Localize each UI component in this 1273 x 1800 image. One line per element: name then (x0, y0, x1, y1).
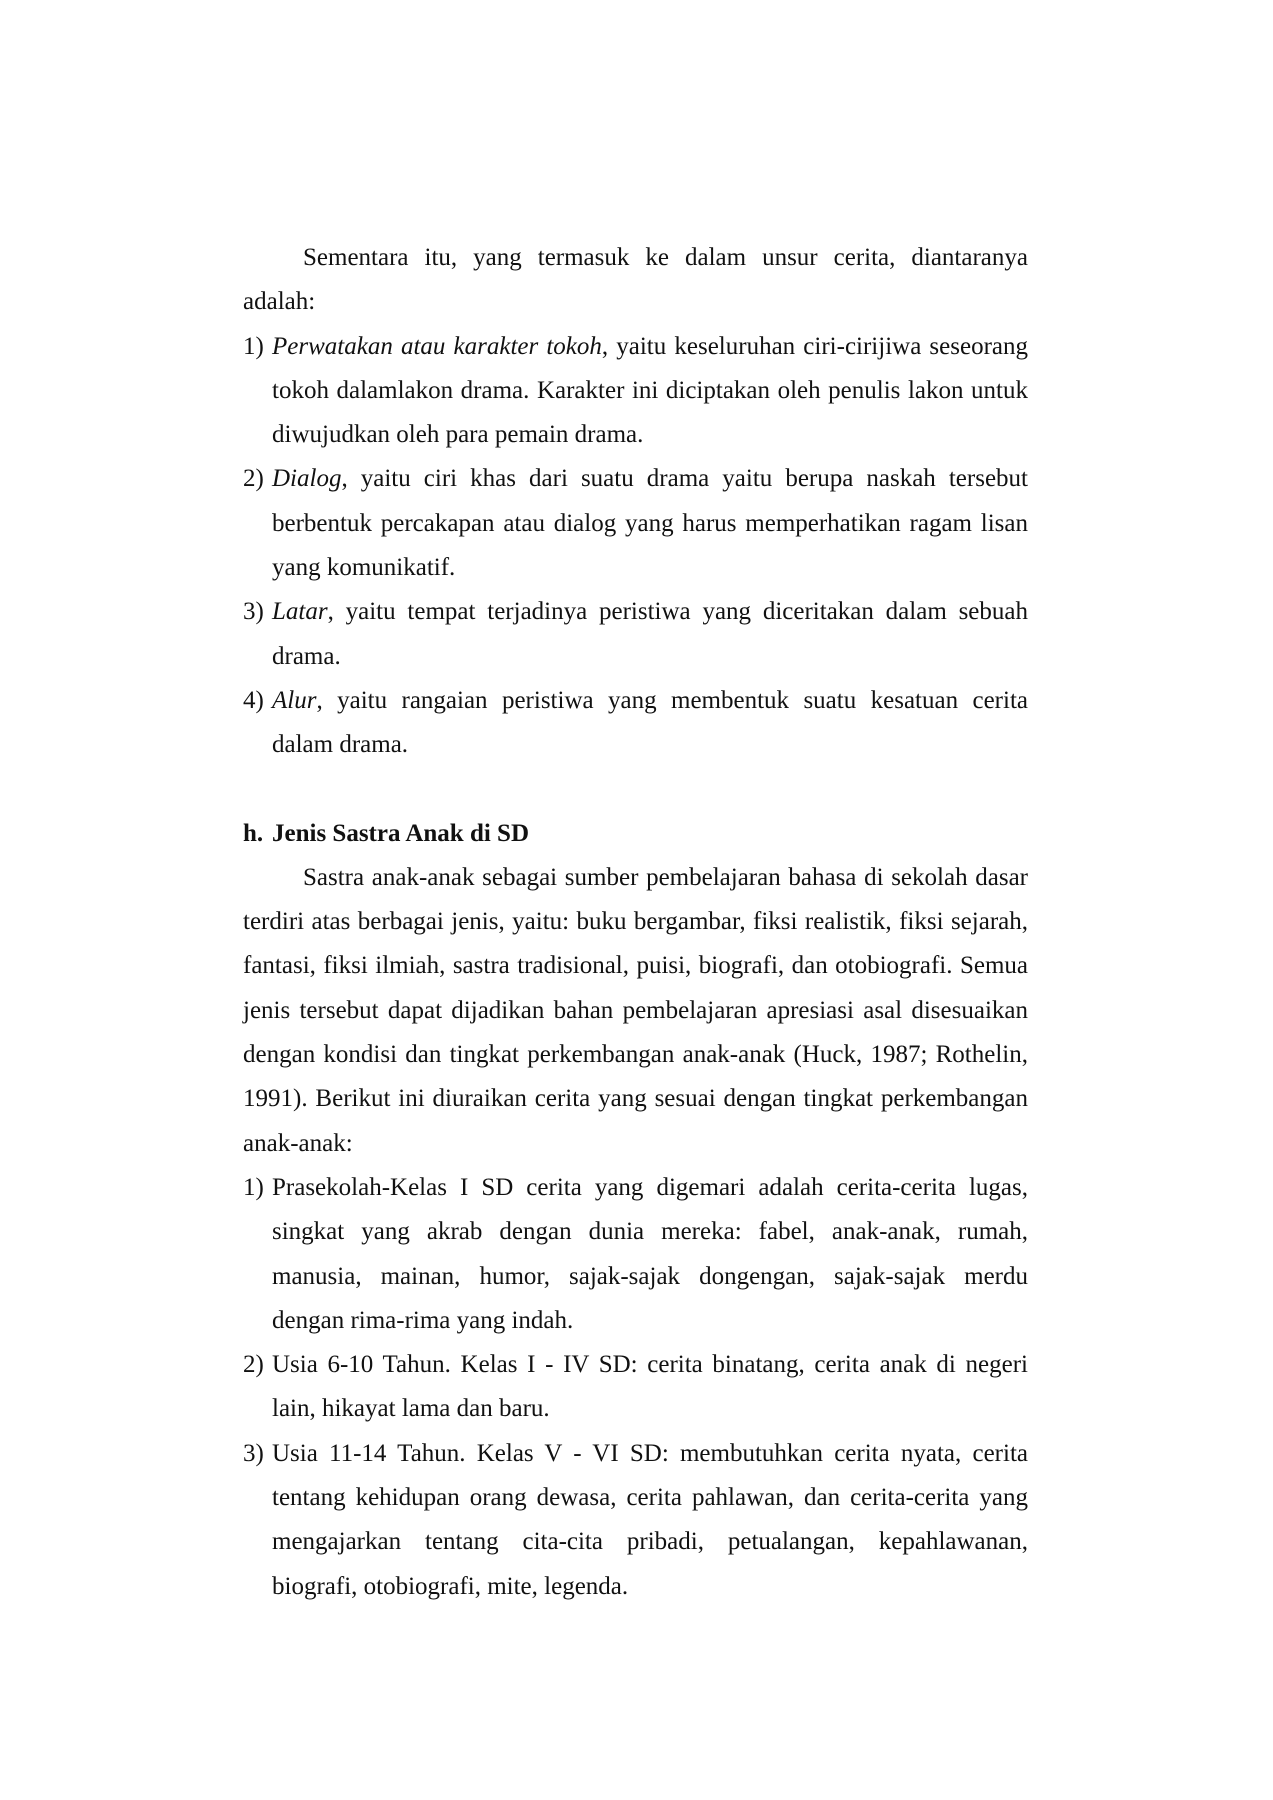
list-text: , yaitu rangaian peristiwa yang membentuk suatu kesatuan cerita dalam drama. (272, 686, 1028, 759)
list-item (243, 457, 1028, 590)
list-item (243, 325, 1028, 458)
list-number: 2) (243, 465, 264, 493)
list-number: 3) (243, 1439, 264, 1467)
list-item (243, 1166, 1028, 1343)
jenis-sastra-list (243, 1166, 1028, 1609)
list-text: , yaitu keseluruhan ciri-cirijiwa seseorang tokoh dalamlakon drama. Karakter ini diciptakan oleh penulis lakon untuk diwujudkan oleh para pemain drama. (272, 332, 1028, 449)
intro-paragraph: Sementara itu, yang termasuk ke dalam unsur cerita, diantaranya adalah: (243, 244, 1028, 316)
document-page (243, 236, 1028, 1609)
list-text: Usia 6-10 Tahun. Kelas I - IV SD: cerita binatang, cerita anak di negeri lain, hikayat lama dan baru. (272, 1351, 1028, 1423)
list-number: 4) (243, 686, 264, 714)
list-number: 3) (243, 598, 264, 626)
list-text: Usia 11-14 Tahun. Kelas V - VI SD: membutuhkan cerita nyata, cerita tentang kehidupan orang dewasa, cerita pahlawan, dan cerita-cerita yang mengajarkan tentang cita-cita pribadi, petualangan, kepahlawanan, biografi, otobiografi, mite, legenda. (272, 1439, 1028, 1600)
list-item (243, 590, 1028, 679)
list-item (243, 1343, 1028, 1432)
list-term: Alur (272, 686, 317, 714)
section-heading (243, 812, 1028, 856)
section-number: h. (243, 819, 264, 847)
list-number: 1) (243, 1173, 264, 1201)
list-term: Dialog (272, 465, 342, 493)
list-item (243, 1432, 1028, 1609)
section-paragraph: Sastra anak-anak sebagai sumber pembelajaran bahasa di sekolah dasar terdiri atas berbagai jenis, yaitu: buku bergambar, fiksi realistik, fiksi sejarah, fantasi, fiksi ilmiah, sastra tradisional, puisi, biografi, dan otobiografi. Semua jenis tersebut dapat dijadikan bahan pembelajaran apresiasi asal disesuaikan dengan kondisi dan tingkat perkembangan anak-anak (Huck, 1987; Rothelin, 1991). Berikut ini diuraikan cerita yang sesuai dengan tingkat perkembangan anak-anak: (243, 863, 1028, 1157)
unsur-cerita-list (243, 325, 1028, 768)
section-title: Jenis Sastra Anak di SD (272, 819, 530, 847)
list-text: Prasekolah-Kelas I SD cerita yang digemari adalah cerita-cerita lugas, singkat yang akrab dengan dunia mereka: fabel, anak-anak, rumah, manusia, mainan, humor, sajak-sajak dongengan, sajak-sajak merdu dengan rima-rima yang indah. (272, 1173, 1028, 1334)
list-term: Latar (272, 598, 328, 626)
list-text: , yaitu ciri khas dari suatu drama yaitu berupa naskah tersebut berbentuk percakapan atau dialog yang harus memperhatikan ragam lisan yang komunikatif. (272, 465, 1028, 582)
list-number: 2) (243, 1351, 264, 1379)
list-item (243, 679, 1028, 768)
list-term: Perwatakan atau karakter tokoh (272, 332, 602, 360)
list-number: 1) (243, 332, 264, 360)
list-text: , yaitu tempat terjadinya peristiwa yang diceritakan dalam sebuah drama. (272, 598, 1028, 670)
